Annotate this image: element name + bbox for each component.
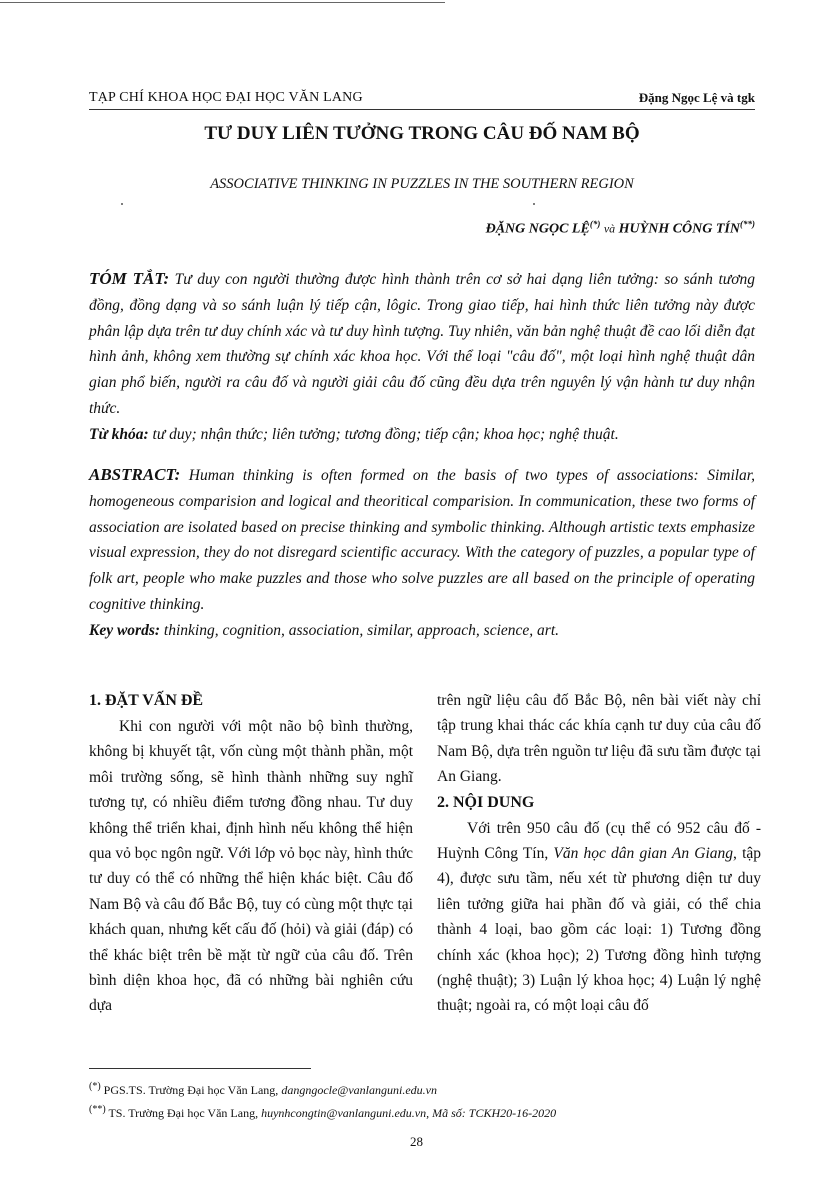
author-2: HUỲNH CÔNG TÍN [618,221,740,237]
vi-abstract-text: Tư duy con người thường được hình thành trên cơ sở hai dạng liên tưởng: so sánh tương đồng, đồng dạng và so sánh luận lý tiếp cận, lôgic. Trong giao tiếp, hai hình thức liên tưởng này được phân lập dựa trên tư duy chính xác và tư duy hình tượng. Tuy nhiên, văn bản nghệ thuật đề cao lối diễn đạt hình ảnh, không xem thường sự chính xác khoa học. Với thể loại "câu đố", một loại hình nghệ thuật dân gian phổ biến, người ra câu đố và người giải câu đố cũng đều dựa trên nguyên lý vận hành tư duy nhận thức. [89,271,755,417]
scan-speck [121,203,123,205]
cited-book-title: Văn học dân gian An Giang [553,845,734,863]
en-keywords: thinking, cognition, association, similar, approach, science, art. [160,621,559,639]
en-keywords-label: Key words: [89,621,161,639]
page-number: 28 [410,1134,423,1149]
left-column [89,688,413,1019]
section-2-text-a: Với trên 950 câu đố (cụ thể có 952 câu đố - Huỳnh Công Tín, [437,819,761,863]
english-abstract [89,462,755,644]
footnote-1-mark: (*) [89,1081,101,1092]
right-column [437,688,761,1019]
vi-keywords-label: Từ khóa: [89,425,149,443]
journal-name: TẠP CHÍ KHOA HỌC ĐẠI HỌC VĂN LANG [89,90,363,105]
section-2-text-b: , tập 4), được sưu tầm, nếu xét từ phương diện tư duy liên tưởng giữa hai phần đố và giải, có thể chia thành 4 loại, bao gồm các loại: 1) Tương đồng chính xác (khoa học); 2) Tương đồng hình tượng (nghệ thuật); 3) Luận lý khoa học; 4) Luận lý nghệ thuật; ngoài ra, có một loại câu đố [437,845,762,1015]
en-abstract-text: Human thinking is often formed on the basis of two types of associations: Similar, homogeneous comparision and logical and theoritical comparision. In communication, these two forms of association are isolated based on precise thinking and symbolic thinking. Although artistic texts emphasize visual expression, they do not disregard scientific accuracy. With the category of puzzles, a popular type of folk art, people who make puzzles and those who solve puzzles are all based on the principle of operating cognitive thinking. [89,467,755,613]
scan-speck [533,203,535,205]
footnote-2-mark: (**) [89,1104,106,1115]
en-abstract-label: ABSTRACT: [89,465,181,484]
footnote-1 [89,1077,755,1100]
paper-title: TƯ DUY LIÊN TƯỞNG TRONG CÂU ĐỐ NAM BỘ [204,123,640,144]
scan-top-rule [0,2,445,3]
section-2-heading: 2. NỘI DUNG [437,793,535,811]
running-header [89,87,755,110]
section-1-continuation: trên ngữ liệu câu đố Bắc Bộ, nên bài viết này chỉ tập trung khai thác các khía cạnh tư duy của câu đố Nam Bộ, dựa trên nguồn tư liệu đã sưu tầm được tại An Giang. [437,692,761,786]
author-1-mark: (*) [589,219,601,229]
vi-abstract-label: TÓM TẮT: [89,269,170,288]
footnote-separator [89,1068,311,1069]
footnote-2 [89,1100,755,1123]
section-2-paragraph [437,816,761,1019]
footnote-1-email: dangngocle@vanlanguni.edu.vn [281,1083,437,1097]
footnotes [89,1077,755,1123]
footnote-1-text: PGS.TS. Trường Đại học Văn Lang, [100,1083,282,1097]
vietnamese-abstract [89,266,755,448]
english-title: ASSOCIATIVE THINKING IN PUZZLES IN THE SOUTHERN REGION [210,176,634,192]
author-1: ĐẶNG NGỌC LỆ [485,221,590,237]
section-1-paragraph: Khi con người với một não bộ bình thường, không bị khuyết tật, vốn cùng một thành phần, một môi trường sống, sẽ hình thành những suy nghĩ tương tự, có nhiều điểm tương đồng nhau. Tư duy không thể triển khai, định hình nếu không thể hiện qua vỏ bọc ngôn ngữ. Với lớp vỏ bọc này, hình thức tư duy có thể có những thể hiện khác biệt. Câu đố Nam Bộ và câu đố Bắc Bộ, tuy có cùng một thực tại khách quan, nhưng kết cấu đố (hỏi) và giải (đáp) có thể khác biệt trên bề mặt từ ngữ của câu đố. Trên bình diện khoa học, đã có những bài nghiên cứu dựa [89,718,413,1015]
footnote-2-email: huynhcongtin@vanlanguni.edu.vn [261,1106,427,1120]
section-1-heading: 1. ĐẶT VẤN ĐỀ [89,692,204,709]
author-line [486,219,755,238]
footnote-2-code: , Mã số: TCKH20-16-2020 [426,1106,557,1120]
author-conjunction: và [603,221,616,236]
vi-keywords: tư duy; nhận thức; liên tưởng; tương đồng; tiếp cận; khoa học; nghệ thuật. [148,425,619,443]
header-authors: Đặng Ngọc Lệ và tgk [638,90,755,105]
footnote-2-text: TS. Trường Đại học Văn Lang, [105,1106,262,1120]
author-2-mark: (**) [740,219,755,229]
